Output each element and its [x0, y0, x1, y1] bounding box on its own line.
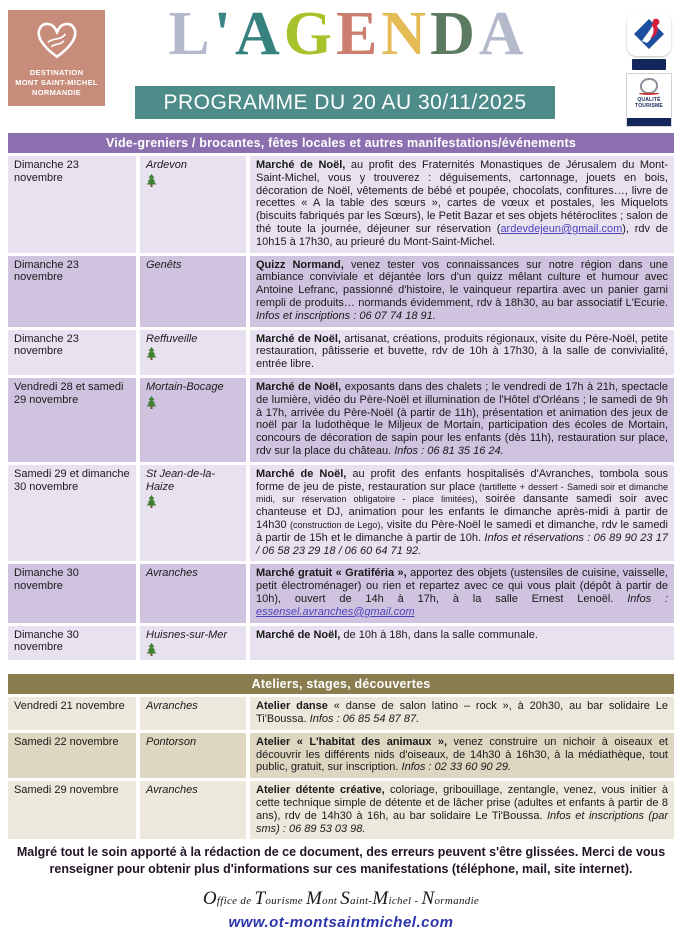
event-location [140, 697, 246, 730]
location-name: Pontorson [146, 735, 197, 748]
event-row [8, 330, 674, 375]
section-title: Ateliers, stages, découvertes [8, 674, 674, 694]
program-banner: PROGRAMME DU 20 AU 30/11/2025 [135, 86, 555, 119]
title-letter: G [283, 0, 336, 68]
description-text: Marché de Noël, [256, 628, 341, 641]
description-text: au profit des enfants hospitalisés d'Avranches, tombola sous forme de jeu de piste, restauration sur place [256, 467, 669, 493]
email-link[interactable]: essensel.avranches@gmail.com [256, 605, 415, 618]
event-date: Dimanche 30 novembre [8, 626, 136, 661]
event-location [140, 733, 246, 778]
description-text: Marché gratuit « Gratiféria », [256, 567, 407, 580]
office-signature: Office de Tourisme Mont Saint-Michel - Normandie [202, 888, 480, 909]
event-description [250, 465, 674, 562]
location-name: Mortain-Bocage [146, 380, 224, 393]
location-name: Genêts [146, 258, 182, 271]
title-letter: ' [213, 0, 235, 68]
events-section-1 [8, 133, 674, 660]
quality-label: QUALITÉ TOURISME [635, 97, 663, 109]
title-letter: D [430, 0, 479, 68]
description-text: Atelier « L'habitat des animaux », [256, 735, 447, 748]
event-description [250, 697, 674, 730]
title-letter: A [234, 0, 284, 68]
description-text: Infos : 06 81 35 16 24. [394, 444, 504, 457]
location-name: Avranches [146, 700, 198, 713]
event-description [250, 564, 674, 622]
brand-line-2: MONT SAINT-MICHEL [15, 77, 98, 87]
description-text: Infos : 02 33 60 90 29. [401, 761, 511, 774]
description-text: au profit des Fraternités Monastiques de Jérusalem du Mont-Saint-Michel, vous y trouverez : déguisements, cartonnage, jouets en bois, décoration de Noël, vêtements de bébé et poupée, chocolats, confitures…, livre de recettes « A la table des sœurs », cartes de vœux et postales, les Miquelots (biscuits fabriqués par les Sœurs), le Petit Bazar et ses objets hétéroclites ; salon de thé toute la journée, déjeuner sur réservation ( [256, 159, 669, 235]
event-date: Samedi 29 et dimanche 30 novembre [8, 465, 136, 562]
event-date: Vendredi 28 et samedi 29 novembre [8, 378, 136, 462]
description-text: Infos et réservations : 06 89 90 23 17 / 06 58 23 29 18 / 06 60 64 71 92. [256, 531, 669, 557]
brand-line-1: DESTINATION [29, 68, 84, 77]
christmas-tree-icon [146, 495, 240, 508]
description-text: ), rdv de 10h15 à 17h30, au prieuré du Mont-Saint-Michel. [256, 222, 668, 248]
quality-swoosh-icon [639, 92, 659, 95]
event-description [250, 733, 674, 778]
event-row [8, 256, 674, 327]
description-text: Marché de Noël, [256, 332, 341, 345]
event-date: Dimanche 23 novembre [8, 156, 136, 253]
description-text: venez construire un nichoir à oiseaux et découvrir les différents nids d'oiseaux, de 14h30 à 16h30, à la médiathèque, tout public, gratuit, sur inscription. [256, 735, 668, 774]
page-title [168, 2, 527, 67]
event-row [8, 733, 674, 778]
title-letter: L [168, 0, 214, 68]
description-text: « danse de salon latino – rock », à 20h30, au bar solidaire Le Ti'Boussa. [256, 700, 668, 726]
event-date: Dimanche 30 novembre [8, 564, 136, 622]
email-link[interactable]: ardevdejeun@gmail.com [500, 222, 623, 235]
event-location [140, 465, 246, 562]
event-row [8, 156, 674, 253]
website-link[interactable]: www.ot-montsaintmichel.com [228, 914, 454, 931]
event-row [8, 564, 674, 622]
description-text: Infos : 06 85 54 87 87. [309, 713, 420, 726]
event-location [140, 256, 246, 327]
description-text: coloriage, gribouillage, zentangle, venez, vous initier à cette technique simple de détente et de lâcher prise (adultes et enfants à partir de 8 ans), rdv de 14h30 à 16h, au bar solidaire Le Ti'Boussa. [256, 784, 668, 822]
description-text: Atelier danse [256, 700, 328, 713]
location-name: Huisnes-sur-Mer [146, 628, 228, 641]
description-text: Atelier détente créative, [256, 784, 385, 797]
engagement-badge [632, 59, 666, 70]
quality-bar [627, 118, 671, 126]
event-date: Samedi 29 novembre [8, 781, 136, 839]
location-name: St Jean-de-la-Haize [146, 467, 216, 493]
title-letter: A [478, 0, 528, 68]
brand-line-3: NORMANDIE [32, 87, 81, 97]
location-name: Avranches [146, 784, 198, 797]
event-location [140, 156, 246, 253]
title-letter: E [335, 0, 382, 68]
description-text: venez tester vos connaissances sur notre région dans une ambiance conviviale et déjantée lors d'un quizz mêlant culture et humour avec Antoine Lefranc, passionné d'histoire, le vainqueur repartira avec un panier garni rempli de produits… normands évidemment, rdv à 18h30, au bar associatif L'Ecurie. [256, 258, 668, 309]
description-text: Infos : [627, 592, 668, 605]
description-text: , visite du Père-Noël le samedi et dimanche, rdv le samedi à partir de 15h et le dimanche à partir de 10h. [256, 518, 668, 544]
event-location [140, 330, 246, 375]
certification-logos [624, 12, 674, 127]
description-text: Marché de Noël, [256, 380, 342, 393]
event-date: Dimanche 23 novembre [8, 256, 136, 327]
event-description [250, 330, 674, 375]
event-date: Dimanche 23 novembre [8, 330, 136, 375]
heart-mont-icon [30, 17, 84, 66]
description-text: exposants dans des chalets ; le vendredi de 17h à 21h, spectacle de lumière, vidéo du Père-Noël et illumination de l'Hôtel d'Orléans ; le samedi de 9h à 17h, arrivée du Père-Noël (à partir de 11h), présentation et animation des jeux de noël par la ludothèque le Miljeux de Mortain, participation des écoles de Mortain, concours de décoration de sapin pour les enfants (dès 11h), restauration sur place, rdv sur la place du château. [256, 380, 668, 457]
description-text: (tartiflette + dessert - Samedi soir et dimanche midi, sur réservation obligatoire - place limitées) [256, 481, 668, 505]
event-location [140, 564, 246, 622]
event-row [8, 697, 674, 730]
location-name: Reffuveille [146, 332, 198, 345]
qualite-tourisme-logo [626, 73, 672, 127]
christmas-tree-icon [146, 174, 240, 187]
event-description [250, 256, 674, 327]
christmas-tree-icon [146, 347, 240, 360]
description-text: apportez des objets (ustensiles de cuisine, vaisselle, petit électroménager) ou rien et repartez avec ce qui vous plait (dépôt à partir de 10h), ouvert de 14h à 17h, à la salle Ernest Lenoël. [256, 567, 668, 605]
page-header [0, 0, 682, 133]
event-description [250, 156, 674, 253]
event-date: Samedi 22 novembre [8, 733, 136, 778]
section-title: Vide-greniers / brocantes, fêtes locales et autres manifestations/événements [8, 133, 674, 153]
events-section-2 [8, 674, 674, 839]
location-name: Ardevon [146, 159, 187, 171]
event-description [250, 378, 674, 462]
description-text: Infos et inscriptions : 06 07 74 18 91. [256, 309, 436, 322]
agenda-content [0, 133, 682, 839]
event-row [8, 378, 674, 462]
description-text: (construction de Lego) [290, 519, 381, 530]
description-text: Infos et inscriptions (par sms) : 06 89 53 03 98. [256, 809, 668, 835]
page-footer [0, 844, 682, 932]
event-location [140, 626, 246, 661]
event-description [250, 781, 674, 839]
description-text: Marché de Noël, [256, 159, 346, 171]
christmas-tree-icon [146, 643, 240, 656]
christmas-tree-icon [146, 396, 240, 409]
event-location [140, 378, 246, 462]
event-description [250, 626, 674, 661]
description-text: , soirée dansante samedi soir avec chanteuse et DJ, animation pour les enfants le dimanche après-midi à partir de 14h30 [256, 493, 669, 531]
destination-msm-logo [8, 10, 105, 106]
disclaimer-text: Malgré tout le soin apporté à la rédaction de ce document, des erreurs peuvent s'être glissées. Merci de vous renseigner pour obtenir plus d'informations sur ces manifestations (téléphone, mail, site internet). [16, 845, 666, 876]
description-text: Marché de Noël, [256, 467, 347, 480]
event-row [8, 781, 674, 839]
event-row [8, 465, 674, 562]
event-row [8, 626, 674, 661]
description-text: de 10h à 18h, dans la salle communale. [340, 628, 538, 641]
description-text: Quizz Normand, [256, 258, 344, 271]
event-date: Vendredi 21 novembre [8, 697, 136, 730]
title-letter: N [381, 0, 431, 68]
description-text: artisanat, créations, produits régionaux, visite du Père-Noël, petite restauration, pâtisserie et buvette, rdv de 10h à 17h30, à la salle de convivialité, entrée libre. [256, 332, 668, 371]
location-name: Avranches [146, 567, 198, 580]
tourism-federation-icon [627, 12, 671, 56]
event-location [140, 781, 246, 839]
